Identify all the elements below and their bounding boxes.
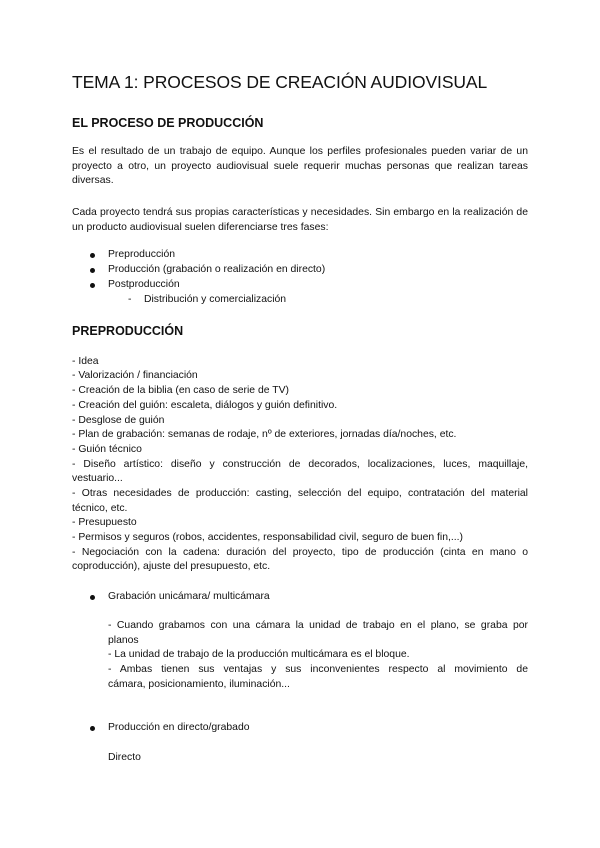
sub-heading-directo: Directo <box>108 752 141 763</box>
bullet-icon <box>90 726 95 731</box>
section-heading-preproduccion: PREPRODUCCIÓN <box>72 324 184 338</box>
list-item-phase <box>108 264 325 275</box>
list-item: - Desglose de guión <box>72 415 165 426</box>
paragraph-intro: Es el resultado de un trabajo de equipo. Aunque los perfiles profesionales pueden variar de un proyecto a otro, un proyecto audiovisual suele requerir muchas personas que realizan tareas diversas. <box>72 146 528 187</box>
bullet-icon <box>90 595 95 600</box>
list-item: - Plan de grabación: semanas de rodaje, nº de exteriores, jornadas día/noches, etc. <box>72 429 457 440</box>
phase-label: Postproducción <box>108 279 180 290</box>
list-item: - Otras necesidades de producción: casting, selección del equipo, contratación del material <box>72 488 528 499</box>
document-title: TEMA 1: PROCESOS DE CREACIÓN AUDIOVISUAL <box>72 72 488 92</box>
list-item: - Presupuesto <box>72 517 137 528</box>
list-item-grabacion <box>108 591 270 602</box>
paragraph-phases: Cada proyecto tendrá sus propias características y necesidades. Sin embargo en la realización de un producto audiovisual suelen diferenciarse tres fases: <box>72 207 528 233</box>
list-item: - Diseño artístico: diseño y construcción de decorados, localizaciones, luces, maquillaje, <box>72 459 528 470</box>
bullet-label: Grabación unicámara/ multicámara <box>108 591 270 602</box>
phase-label: Preproducción <box>108 249 176 260</box>
phase-label: Producción (grabación o realización en directo) <box>108 264 326 275</box>
list-item: - Creación de la biblia (en caso de serie de TV) <box>72 385 289 396</box>
list-item: - Idea <box>72 356 99 367</box>
section-heading-proceso: EL PROCESO DE PRODUCCIÓN <box>72 116 264 130</box>
list-item: - Valorización / financiación <box>72 370 198 381</box>
list-item: - Permisos y seguros (robos, accidentes, responsabilidad civil, seguro de buen fin,...) <box>72 532 463 543</box>
list-item: - Creación del guión: escaleta, diálogos y guión definitivo. <box>72 400 338 411</box>
list-item-continuation: vestuario... <box>72 473 123 484</box>
list-item-phase <box>108 249 175 260</box>
subphase-label: Distribución y comercialización <box>144 294 287 305</box>
bullet-icon <box>90 283 95 288</box>
sub-item: - La unidad de trabajo de la producción multicámara es el bloque. <box>108 649 410 660</box>
sub-item: - Ambas tienen sus ventajas y sus inconvenientes respecto al movimiento de <box>108 664 528 675</box>
subphase-marker: - <box>128 294 132 305</box>
list-item: - Guión técnico <box>72 444 142 455</box>
sub-item-continuation: planos <box>108 635 139 646</box>
bullet-label: Producción en directo/grabado <box>108 722 250 733</box>
list-item-continuation: coproducción), ajuste del presupuesto, etc. <box>72 561 271 572</box>
bullet-icon <box>90 268 95 273</box>
sub-item: - Cuando grabamos con una cámara la unidad de trabajo en el plano, se graba por <box>108 620 528 631</box>
list-item-directo-grabado <box>108 722 250 733</box>
sub-item-continuation: cámara, posicionamiento, iluminación... <box>108 679 290 690</box>
bullet-icon <box>90 253 95 258</box>
list-item-continuation: técnico, etc. <box>72 503 128 514</box>
list-item-phase <box>108 279 180 290</box>
list-item: - Negociación con la cadena: duración del proyecto, tipo de producción (cinta en mano o <box>72 547 528 558</box>
